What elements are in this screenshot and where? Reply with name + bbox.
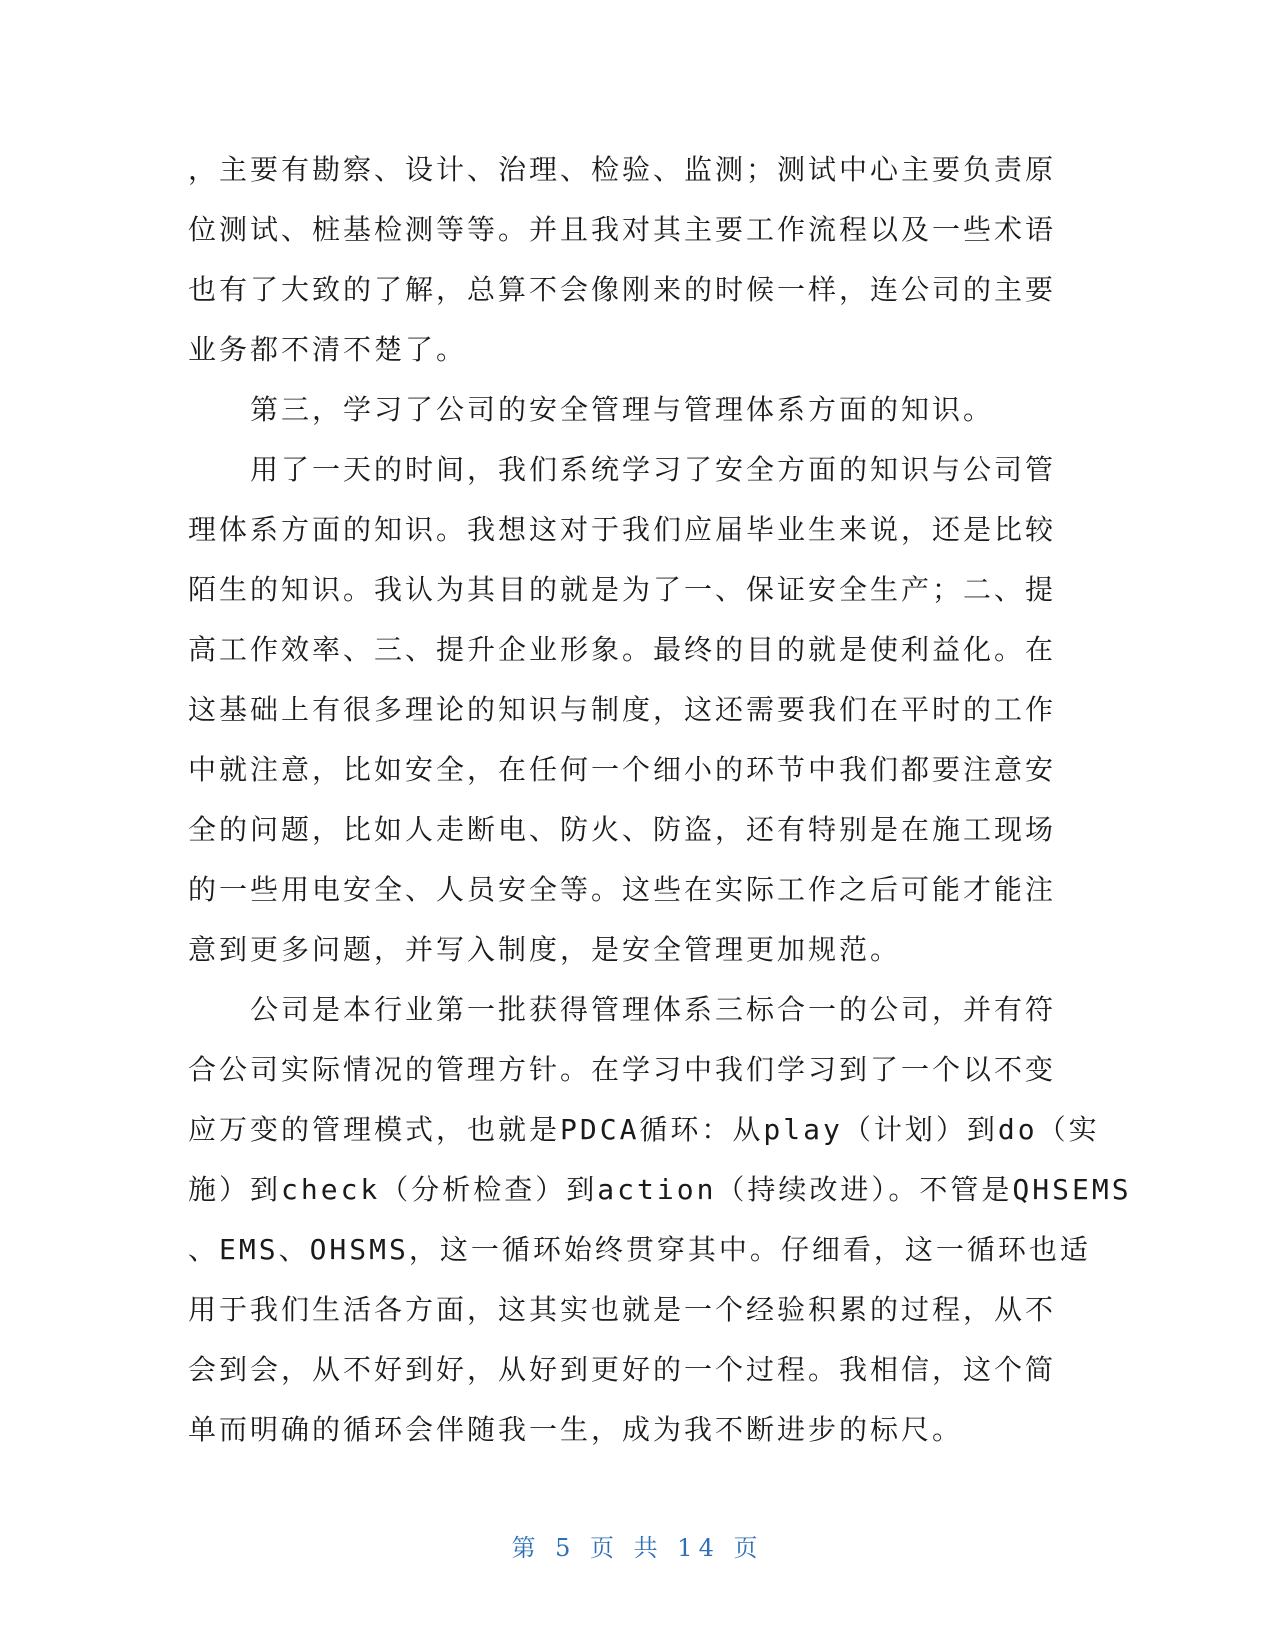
text-line: 也有了大致的了解，总算不会像刚来的时候一样，连公司的主要 <box>188 273 1057 306</box>
text-line: 公司是本行业第一批获得管理体系三标合一的公司，并有符 <box>188 993 1057 1026</box>
text-line: 理体系方面的知识。我想这对于我们应届毕业生来说，还是比较 <box>188 513 1057 546</box>
text-line: 意到更多问题，并写入制度，是安全管理更加规范。 <box>188 933 902 966</box>
text-line: 全的问题，比如人走断电、防火、防盗，还有特别是在施工现场 <box>188 813 1057 846</box>
page-number-footer: 第 5 页 共 14 页 <box>511 1534 764 1562</box>
body-text <box>188 140 1132 1460</box>
text-line: ，主要有勘察、设计、治理、检验、监测；测试中心主要负责原 <box>188 153 1057 186</box>
text-line: 位测试、桩基检测等等。并且我对其主要工作流程以及一些术语 <box>188 213 1057 246</box>
text-line: 高工作效率、三、提升企业形象。最终的目的就是使利益化。在 <box>188 633 1057 666</box>
text-line: 业务都不清不楚了。 <box>188 333 468 366</box>
text-line: 、EMS、OHSMS，这一循环始终贯穿其中。仔细看，这一循环也适 <box>188 1233 1091 1266</box>
text-line: 合公司实际情况的管理方针。在学习中我们学习到了一个以不变 <box>188 1053 1057 1086</box>
text-line: 陌生的知识。我认为其目的就是为了一、保证安全生产；二、提 <box>188 573 1057 606</box>
text-line: 第三，学习了公司的安全管理与管理体系方面的知识。 <box>188 393 995 426</box>
text-line: 应万变的管理模式，也就是PDCA循环：从play（计划）到do（实 <box>188 1113 1100 1146</box>
text-line: 单而明确的循环会伴随我一生，成为我不断进步的标尺。 <box>188 1413 964 1446</box>
text-line: 会到会，从不好到好，从好到更好的一个过程。我相信，这个简 <box>188 1353 1057 1386</box>
text-line: 施）到check（分析检查）到action（持续改进）。不管是QHSEMS <box>188 1173 1132 1206</box>
text-line: 用了一天的时间，我们系统学习了安全方面的知识与公司管 <box>188 453 1057 486</box>
text-line: 这基础上有很多理论的知识与制度，这还需要我们在平时的工作 <box>188 693 1057 726</box>
text-line: 的一些用电安全、人员安全等。这些在实际工作之后可能才能注 <box>188 873 1057 906</box>
text-line: 用于我们生活各方面，这其实也就是一个经验积累的过程，从不 <box>188 1293 1057 1326</box>
text-line: 中就注意，比如安全，在任何一个细小的环节中我们都要注意安 <box>188 753 1057 786</box>
